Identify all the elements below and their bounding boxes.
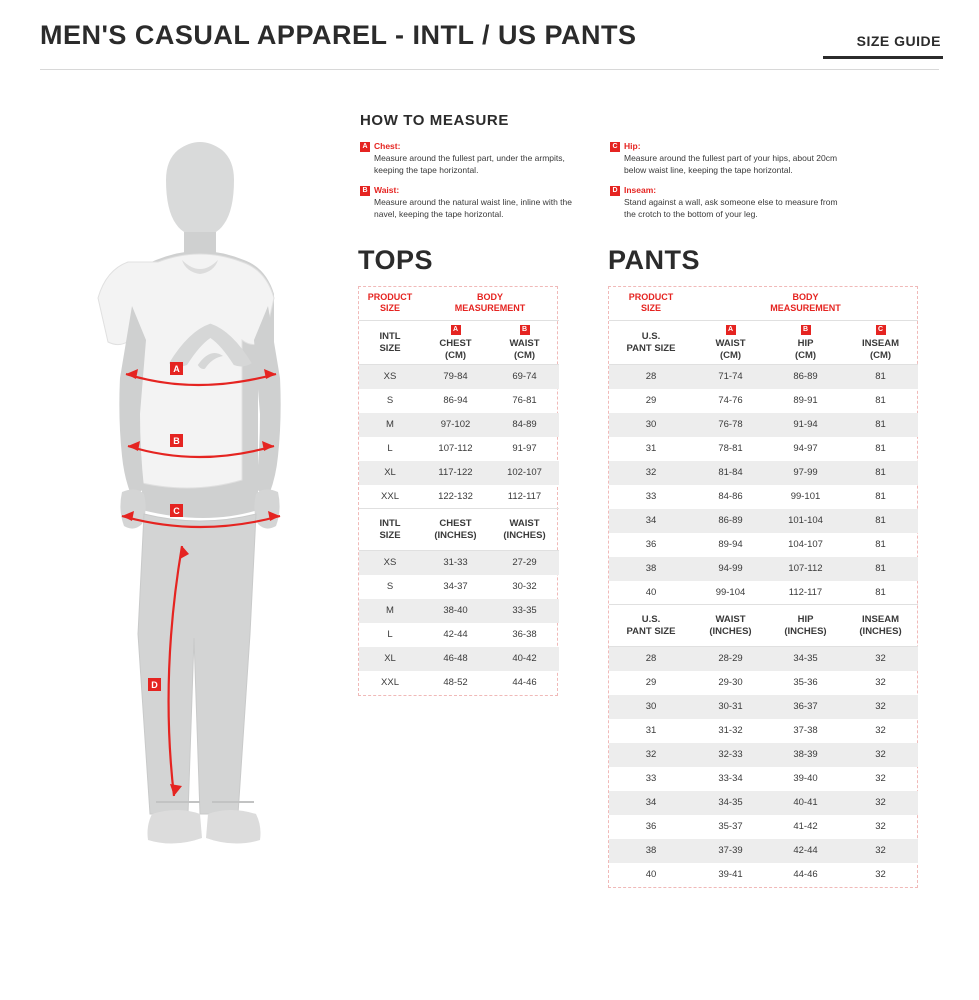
- pants-row-value: 104-107: [788, 539, 823, 550]
- tops-row-value: 107-112: [438, 443, 473, 454]
- tops-table-row: [359, 623, 559, 647]
- page-header: [0, 0, 979, 72]
- pants-row-value: 42-44: [768, 839, 843, 863]
- tops-table-row: [359, 599, 559, 623]
- tops-row-size: L: [387, 443, 393, 454]
- pants-row-value: 99-104: [715, 586, 746, 598]
- pants-table-row: [609, 365, 918, 389]
- tops-row-value: 117-122: [421, 461, 490, 485]
- pants-row-value: 38-39: [768, 743, 843, 767]
- how-to-measure-item-inseam: [610, 185, 840, 220]
- tops-column-header: INTL SIZE: [359, 509, 421, 551]
- tops-row-size: XL: [359, 647, 421, 671]
- pants-row-value: 32: [875, 773, 886, 784]
- pants-row-value: 41-42: [793, 821, 818, 832]
- pants-column-header: C INSEAM (CM): [843, 321, 918, 365]
- tops-table-row: [359, 365, 559, 389]
- pants-row-value: 32-33: [693, 743, 768, 767]
- badge-b-icon: B: [360, 186, 370, 196]
- badge-a-icon: A: [726, 325, 736, 335]
- pants-row-value: 81: [875, 443, 886, 454]
- tops-row-value: 91-97: [512, 443, 537, 454]
- tops-row-value: 86-94: [443, 395, 468, 406]
- pants-row-value: 89-94: [718, 539, 743, 550]
- pants-group-product-size: PRODUCT SIZE: [628, 292, 674, 313]
- pants-column-header: B HIP (CM): [768, 321, 843, 365]
- tops-row-size: L: [387, 629, 393, 640]
- pants-row-value: 32: [843, 743, 918, 767]
- mannequin-figure: [60, 130, 340, 890]
- pants-row-value: 81: [875, 491, 886, 502]
- pants-table-row: [609, 533, 918, 557]
- tops-row-value: 30-32: [512, 581, 537, 592]
- how-to-measure-term: Hip:: [624, 141, 641, 151]
- tops-group-product-size: PRODUCT SIZE: [367, 292, 413, 313]
- tops-row-size: XL: [359, 461, 421, 485]
- header-divider: [40, 69, 939, 70]
- tops-table-row: [359, 647, 559, 671]
- badge-c-icon: C: [876, 325, 886, 335]
- how-to-measure-item-hip: [610, 141, 840, 176]
- tops-row-value: 76-81: [512, 395, 537, 406]
- pants-table-row: [609, 485, 918, 509]
- pants-row-value: 32: [843, 695, 918, 719]
- tops-section: [358, 245, 558, 696]
- pants-table-row: [609, 839, 918, 863]
- pants-row-size: 32: [609, 461, 693, 485]
- badge-a-icon: A: [451, 325, 461, 335]
- pants-row-value: 32: [875, 677, 886, 688]
- badge-d-icon: D: [610, 186, 620, 196]
- how-to-measure-term: Waist:: [374, 185, 400, 195]
- tops-row-value: 79-84: [421, 365, 490, 389]
- pants-row-size: 33: [645, 773, 657, 784]
- pants-row-size: 28: [609, 647, 693, 671]
- pants-row-value: 74-76: [718, 395, 743, 406]
- pants-row-value: 33-34: [718, 773, 743, 784]
- pants-column-header: A WAIST (CM): [693, 321, 768, 365]
- pants-group-body-measurement: BODY MEASUREMENT: [770, 292, 841, 313]
- pants-section: [608, 245, 918, 888]
- tops-row-size: XS: [359, 551, 421, 575]
- badge-a-icon: A: [360, 142, 370, 152]
- pants-row-size: 36: [645, 821, 657, 832]
- tops-row-size: XS: [359, 365, 421, 389]
- tops-row-value: 112-117: [507, 490, 542, 502]
- pants-row-value: 32: [875, 869, 886, 880]
- tops-table-row: [359, 389, 559, 413]
- how-to-measure-section: [360, 112, 920, 229]
- tops-table-row: [359, 413, 559, 437]
- tops-row-size: XXL: [381, 490, 399, 502]
- pants-row-value: 39-41: [718, 869, 743, 880]
- badge-c-icon: C: [610, 142, 620, 152]
- page-title: MEN'S CASUAL APPAREL - INTL / US PANTS: [40, 20, 637, 50]
- tops-row-value: 122-132: [438, 490, 473, 502]
- how-to-measure-item-waist: [360, 185, 590, 220]
- tops-row-value: 44-46: [512, 677, 537, 688]
- tops-table-row: [359, 461, 559, 485]
- tops-row-size: XXL: [381, 677, 399, 688]
- pants-row-value: 76-78: [693, 413, 768, 437]
- pants-row-value: 37-39: [693, 839, 768, 863]
- badge-b-icon: B: [801, 325, 811, 335]
- tops-table: [359, 287, 559, 695]
- tops-table-row: [359, 485, 559, 509]
- pants-row-value: 32: [875, 821, 886, 832]
- pants-row-value: 97-99: [768, 461, 843, 485]
- pants-row-value: 36-37: [768, 695, 843, 719]
- pants-row-value: 84-86: [718, 491, 743, 502]
- tops-row-value: 31-33: [421, 551, 490, 575]
- how-to-measure-item-chest: [360, 141, 590, 176]
- pants-row-value: 81: [843, 461, 918, 485]
- pants-title: PANTS: [608, 245, 701, 275]
- how-to-measure-column-right: [610, 141, 840, 229]
- pants-row-value: 81: [843, 365, 918, 389]
- tops-table-row: [359, 551, 559, 575]
- pants-row-value: 86-89: [693, 509, 768, 533]
- tops-row-size: S: [386, 581, 394, 592]
- tops-column-header: A CHEST (CM): [421, 321, 490, 365]
- pants-table-row: [609, 767, 918, 791]
- tops-row-size: M: [359, 599, 421, 623]
- pants-row-size: 33: [645, 491, 657, 502]
- pants-column-header: INSEAM (INCHES): [843, 605, 918, 647]
- pants-row-value: 107-112: [768, 557, 843, 581]
- size-guide-underline: [823, 56, 943, 59]
- pants-column-header-row: [609, 605, 918, 647]
- tops-row-value: 102-107: [490, 461, 559, 485]
- how-to-measure-desc: Measure around the natural waist line, inline with the navel, keeping the tape horizontal.: [374, 197, 572, 219]
- tops-row-value: 48-52: [443, 677, 468, 688]
- badge-b-icon: B: [520, 325, 530, 335]
- pants-row-value: 91-94: [768, 413, 843, 437]
- pants-row-value: 32: [843, 791, 918, 815]
- pants-row-value: 35-37: [718, 821, 743, 832]
- pants-row-size: 34: [609, 509, 693, 533]
- pants-row-value: 40-41: [768, 791, 843, 815]
- pants-table-row: [609, 743, 918, 767]
- pants-row-value: 81: [843, 413, 918, 437]
- pants-row-size: 40: [645, 586, 657, 598]
- tops-row-value: 38-40: [421, 599, 490, 623]
- pants-column-header-row: [609, 321, 918, 365]
- pants-row-value: 86-89: [768, 365, 843, 389]
- how-to-measure-term: Inseam:: [624, 185, 657, 195]
- tops-table-row: [359, 671, 559, 695]
- tops-row-value: 36-38: [512, 629, 537, 640]
- pants-row-value: 101-104: [768, 509, 843, 533]
- pants-row-size: 32: [609, 743, 693, 767]
- tops-row-value: 34-37: [443, 581, 468, 592]
- tops-row-value: 69-74: [490, 365, 559, 389]
- tops-table-row: [359, 575, 559, 599]
- tops-row-value: 42-44: [443, 629, 468, 640]
- tops-column-header-row: [359, 321, 559, 365]
- tops-column-header: CHEST (INCHES): [421, 509, 490, 551]
- pants-row-size: 29: [645, 677, 657, 688]
- pants-group-header-row: [609, 287, 918, 321]
- svg-text:B: B: [173, 436, 180, 446]
- pants-table: [609, 287, 918, 887]
- pants-row-size: 38: [609, 557, 693, 581]
- tops-row-value: 27-29: [490, 551, 559, 575]
- pants-row-value: 81-84: [693, 461, 768, 485]
- size-guide-label: SIZE GUIDE: [856, 33, 941, 49]
- pants-table-row: [609, 671, 918, 695]
- pants-row-value: 81: [875, 395, 886, 406]
- pants-row-value: 32: [843, 839, 918, 863]
- pants-column-header: WAIST (INCHES): [693, 605, 768, 647]
- pants-row-value: 81: [843, 509, 918, 533]
- tops-column-header: INTL SIZE: [359, 321, 421, 365]
- pants-row-value: 94-99: [693, 557, 768, 581]
- pants-row-size: 34: [609, 791, 693, 815]
- pants-table-row: [609, 695, 918, 719]
- pants-row-value: 112-117: [788, 586, 823, 598]
- pants-row-size: 36: [645, 539, 657, 550]
- pants-column-header: U.S. PANT SIZE: [609, 321, 693, 365]
- pants-row-size: 28: [609, 365, 693, 389]
- svg-text:D: D: [151, 680, 158, 690]
- pants-row-size: 29: [645, 395, 657, 406]
- pants-row-value: 78-81: [718, 443, 743, 454]
- pants-row-value: 29-30: [718, 677, 743, 688]
- tops-group-body-measurement: BODY MEASUREMENT: [454, 292, 526, 313]
- tops-row-size: S: [386, 395, 394, 406]
- pants-row-size: 40: [645, 869, 657, 880]
- pants-row-size: 31: [645, 725, 657, 736]
- pants-row-value: 81: [843, 557, 918, 581]
- pants-table-row: [609, 389, 918, 413]
- pants-table-row: [609, 863, 918, 887]
- tops-row-value: 33-35: [490, 599, 559, 623]
- pants-row-value: 44-46: [793, 869, 818, 880]
- tops-row-value: 97-102: [421, 413, 490, 437]
- pants-table-row: [609, 719, 918, 743]
- pants-row-size: 30: [609, 413, 693, 437]
- pants-row-value: 81: [875, 539, 886, 550]
- tops-column-header-row: [359, 509, 559, 551]
- pants-row-value: 99-101: [790, 491, 821, 502]
- how-to-measure-desc: Measure around the fullest part of your hips, about 20cm below waist line, keeping the tape horizontal.: [624, 153, 838, 175]
- pants-column-header: HIP (INCHES): [768, 605, 843, 647]
- tops-row-value: 84-89: [490, 413, 559, 437]
- pants-row-value: 30-31: [693, 695, 768, 719]
- tops-table-row: [359, 437, 559, 461]
- pants-column-header: U.S. PANT SIZE: [609, 605, 693, 647]
- tops-table-wrap: [358, 286, 558, 696]
- how-to-measure-desc: Stand against a wall, ask someone else to measure from the crotch to the bottom of your leg.: [624, 197, 838, 219]
- tops-row-value: 40-42: [490, 647, 559, 671]
- pants-table-row: [609, 509, 918, 533]
- pants-row-value: 37-38: [793, 725, 818, 736]
- pants-row-value: 34-35: [768, 647, 843, 671]
- how-to-measure-desc: Measure around the fullest part, under the armpits, keeping the tape horizontal.: [374, 153, 565, 175]
- tops-title: TOPS: [358, 245, 434, 275]
- tops-column-header: B WAIST (CM): [490, 321, 559, 365]
- pants-row-value: 32: [843, 647, 918, 671]
- how-to-measure-column-left: [360, 141, 590, 229]
- tops-row-value: 46-48: [421, 647, 490, 671]
- pants-table-row: [609, 461, 918, 485]
- pants-row-size: 38: [609, 839, 693, 863]
- pants-row-size: 31: [645, 443, 657, 454]
- pants-row-value: 39-40: [793, 773, 818, 784]
- svg-text:A: A: [173, 364, 180, 374]
- pants-row-value: 32: [875, 725, 886, 736]
- pants-row-value: 81: [875, 586, 886, 598]
- pants-table-row: [609, 581, 918, 605]
- pants-row-value: 89-91: [793, 395, 818, 406]
- tops-row-size: M: [359, 413, 421, 437]
- tops-group-header-row: [359, 287, 559, 321]
- pants-table-row: [609, 413, 918, 437]
- pants-row-value: 71-74: [693, 365, 768, 389]
- pants-table-row: [609, 815, 918, 839]
- pants-row-value: 34-35: [693, 791, 768, 815]
- pants-table-row: [609, 647, 918, 671]
- how-to-measure-heading: HOW TO MEASURE: [360, 112, 509, 129]
- pants-table-wrap: [608, 286, 918, 888]
- pants-table-row: [609, 437, 918, 461]
- svg-text:C: C: [173, 506, 180, 516]
- pants-row-value: 28-29: [693, 647, 768, 671]
- pants-row-size: 30: [609, 695, 693, 719]
- how-to-measure-term: Chest:: [374, 141, 401, 151]
- pants-table-row: [609, 791, 918, 815]
- pants-row-value: 35-36: [793, 677, 818, 688]
- pants-row-value: 31-32: [718, 725, 743, 736]
- pants-table-row: [609, 557, 918, 581]
- tops-column-header: WAIST (INCHES): [490, 509, 559, 551]
- pants-row-value: 94-97: [793, 443, 818, 454]
